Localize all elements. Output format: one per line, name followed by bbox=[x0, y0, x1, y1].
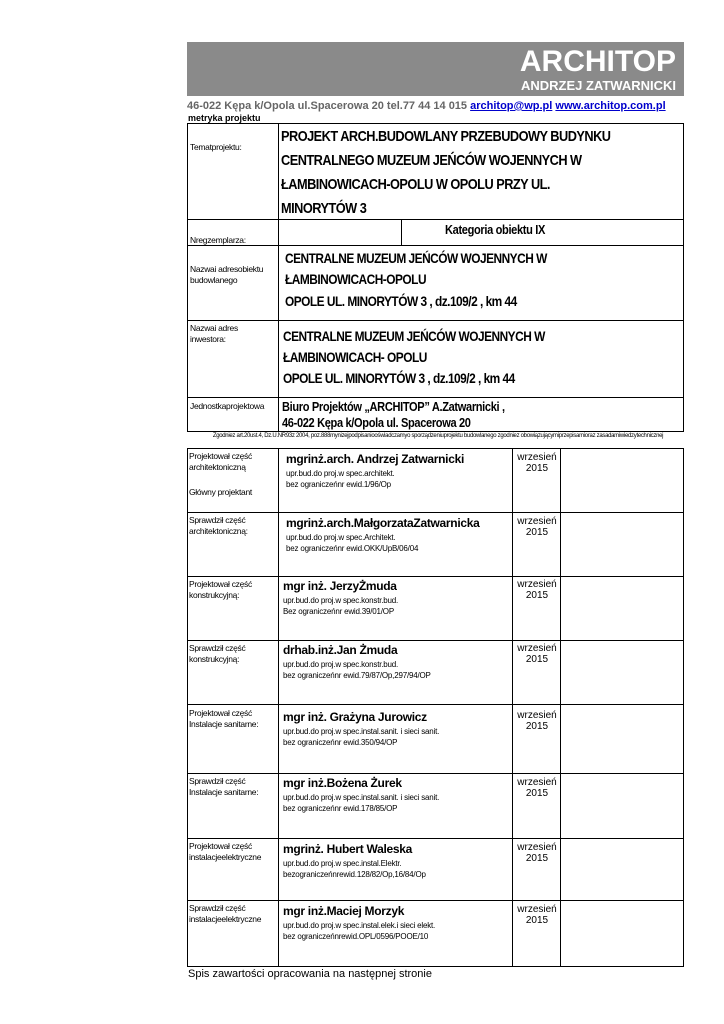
site-address-line: CENTRALNE MUZEUM JEŃCÓW WOJENNYCH W bbox=[285, 250, 547, 266]
role-label: instalacjeelektryczne bbox=[189, 852, 262, 862]
role-label: Instalacje sanitarne: bbox=[189, 787, 259, 797]
date-year: 2015 bbox=[525, 590, 549, 601]
date-year: 2015 bbox=[525, 915, 549, 926]
role-label: Projektował część bbox=[189, 451, 252, 461]
copy-number-label: Nregzemplarza: bbox=[190, 235, 246, 245]
date-month: wrzesień bbox=[517, 777, 557, 788]
site-label: budowlanego bbox=[190, 275, 238, 285]
date-year: 2015 bbox=[525, 721, 549, 732]
topic-label: Tematprojektu: bbox=[190, 142, 242, 152]
role-label: instalacjeelektryczne bbox=[189, 914, 262, 924]
company-owner: ANDRZEJ ZATWARNICKI bbox=[520, 78, 676, 93]
role-label: konstrukcyjną: bbox=[189, 654, 240, 664]
role-label: Główny projektant bbox=[189, 487, 252, 497]
person-credentials: bez ograniczeńnr ewid.350/94/OP bbox=[283, 738, 398, 747]
date-year: 2015 bbox=[525, 527, 549, 538]
company-name: ARCHITOP bbox=[519, 45, 676, 78]
investor-address-line: ŁAMBINOWICACH- OPOLU bbox=[283, 349, 427, 365]
design-unit-line: 46-022 Kępa k/Opola ul. Spacerowa 20 bbox=[282, 415, 471, 430]
person-name: mgrinż. Hubert Waleska bbox=[283, 842, 412, 856]
design-unit-line: Biuro Projektów „ARCHITOP” A.Zatwarnicki , bbox=[282, 399, 505, 414]
person-credentials: upr.bud.do proj.w spec.konstr.bud. bbox=[283, 596, 399, 605]
person-credentials: upr.bud.do proj.w spec.instal.elek.i sieci elekt. bbox=[283, 921, 436, 930]
person-credentials: bez ograniczeńnr ewid.1/96/Op bbox=[286, 480, 391, 489]
date-month: wrzesień bbox=[517, 643, 557, 654]
person-credentials: upr.bud.do proj.w spec.instal.sanit. i sieci sanit. bbox=[283, 793, 440, 802]
date-year: 2015 bbox=[525, 463, 549, 474]
project-topic-line: MINORYTÓW 3 bbox=[281, 200, 367, 217]
person-credentials: bez ograniczeńnr ewid.79/87/Op,297/94/OP bbox=[283, 671, 431, 680]
person-name: mgr inż. Grażyna Jurowicz bbox=[283, 710, 427, 724]
person-name: mgrinż.arch.MałgorzataZatwarnicka bbox=[286, 516, 480, 530]
section-title: metryka projektu bbox=[188, 113, 261, 123]
person-credentials: Bez ograniczeńnr ewid.39/01/OP bbox=[283, 607, 394, 616]
project-topic-line: ŁAMBINOWICACH-OPOLU W OPOLU PRZY UL. bbox=[281, 176, 550, 193]
date-year: 2015 bbox=[525, 853, 549, 864]
role-label: Sprawdził część bbox=[189, 903, 246, 913]
person-credentials: upr.bud.do proj.w spec.konstr.bud. bbox=[283, 660, 399, 669]
contact-line bbox=[187, 100, 687, 112]
person-credentials: upr.bud.do proj.w spec.architekt. bbox=[286, 469, 395, 478]
footer-note: Spis zawartości opracowania na następnej stronie bbox=[188, 968, 432, 980]
person-credentials: bez ograniczeńnr ewid.178/85/OP bbox=[283, 804, 398, 813]
date-month: wrzesień bbox=[517, 452, 557, 463]
person-credentials: upr.bud.do proj.w spec.Architekt. bbox=[286, 533, 396, 542]
role-label: Instalacje sanitarne: bbox=[189, 719, 259, 729]
person-credentials: bez ograniczeńnr ewid.OKK/UpB/06/04 bbox=[286, 544, 419, 553]
project-topic-line: CENTRALNEGO MUZEUM JEŃCÓW WOJENNYCH W bbox=[281, 152, 582, 169]
person-name: mgrinż.arch. Andrzej Zatwarnicki bbox=[286, 452, 464, 466]
investor-address-line: CENTRALNE MUZEUM JEŃCÓW WOJENNYCH W bbox=[283, 328, 545, 344]
role-label: Projektował część bbox=[189, 708, 252, 718]
email-link[interactable]: architop@wp.pl bbox=[470, 100, 553, 112]
role-label: konstrukcyjną: bbox=[189, 590, 240, 600]
investor-label: Nazwai adres bbox=[190, 323, 238, 333]
company-banner bbox=[187, 42, 684, 96]
date-month: wrzesień bbox=[517, 904, 557, 915]
site-address-line: ŁAMBINOWICACH-OPOLU bbox=[285, 271, 427, 287]
object-category: Kategoria obiektu IX bbox=[445, 222, 546, 237]
date-year: 2015 bbox=[525, 654, 549, 665]
project-topic-line: PROJEKT ARCH.BUDOWLANY PRZEBUDOWY BUDYNKU bbox=[281, 128, 611, 145]
person-name: mgr inż.Maciej Morzyk bbox=[283, 904, 405, 918]
person-credentials: upr.bud.do proj.w spec.instal.Elektr. bbox=[283, 859, 402, 868]
role-label: Projektował część bbox=[189, 579, 252, 589]
investor-address-line: OPOLE UL. MINORYTÓW 3 , dz.109/2 , km 44 bbox=[283, 370, 515, 386]
design-unit-label: Jednostkaprojektowa bbox=[190, 401, 265, 411]
person-credentials: bezograniczeńnrewid.128/82/Op,16/84/Op bbox=[283, 870, 426, 879]
company-address: 46-022 Kępa k/Opola ul.Spacerowa 20 tel.77 44 14 015 bbox=[187, 100, 468, 112]
person-name: mgr inż.Bożena Żurek bbox=[283, 776, 402, 790]
date-month: wrzesień bbox=[517, 842, 557, 853]
person-credentials: bez ograniczeńnrewid.OPL/0596/POOE/10 bbox=[283, 932, 429, 941]
role-label: Sprawdził część bbox=[189, 643, 246, 653]
role-label: Sprawdził część bbox=[189, 515, 246, 525]
investor-label: inwestora: bbox=[190, 334, 226, 344]
role-label: Sprawdził część bbox=[189, 776, 246, 786]
role-label: architektoniczną bbox=[189, 462, 246, 472]
site-label: Nazwai adresobiektu bbox=[190, 264, 264, 274]
date-month: wrzesień bbox=[517, 710, 557, 721]
person-name: drhab.inż.Jan Żmuda bbox=[283, 643, 398, 657]
date-month: wrzesień bbox=[517, 516, 557, 527]
site-address-line: OPOLE UL. MINORYTÓW 3 , dz.109/2 , km 44 bbox=[285, 293, 517, 309]
legal-statement: Zgodniez art.20ust.4, Dz.U.NR93z 2004, poz.888mynizejpodpisaniooświadczamyo sporządzeniuprojektu budowlanego zgodniez obowiązującymiprzepisamioraz zasadamiwiedzytechnicznej bbox=[212, 433, 664, 439]
role-label: Projektował część bbox=[189, 841, 252, 851]
website-link[interactable]: www.architop.com.pl bbox=[555, 100, 666, 112]
person-name: mgr inż. JerzyŻmuda bbox=[283, 579, 397, 593]
role-label: architektoniczną: bbox=[189, 526, 248, 536]
date-month: wrzesień bbox=[517, 579, 557, 590]
person-credentials: upr.bud.do proj.w spec.instal.sanit. i sieci sanit. bbox=[283, 727, 440, 736]
date-year: 2015 bbox=[525, 788, 549, 799]
